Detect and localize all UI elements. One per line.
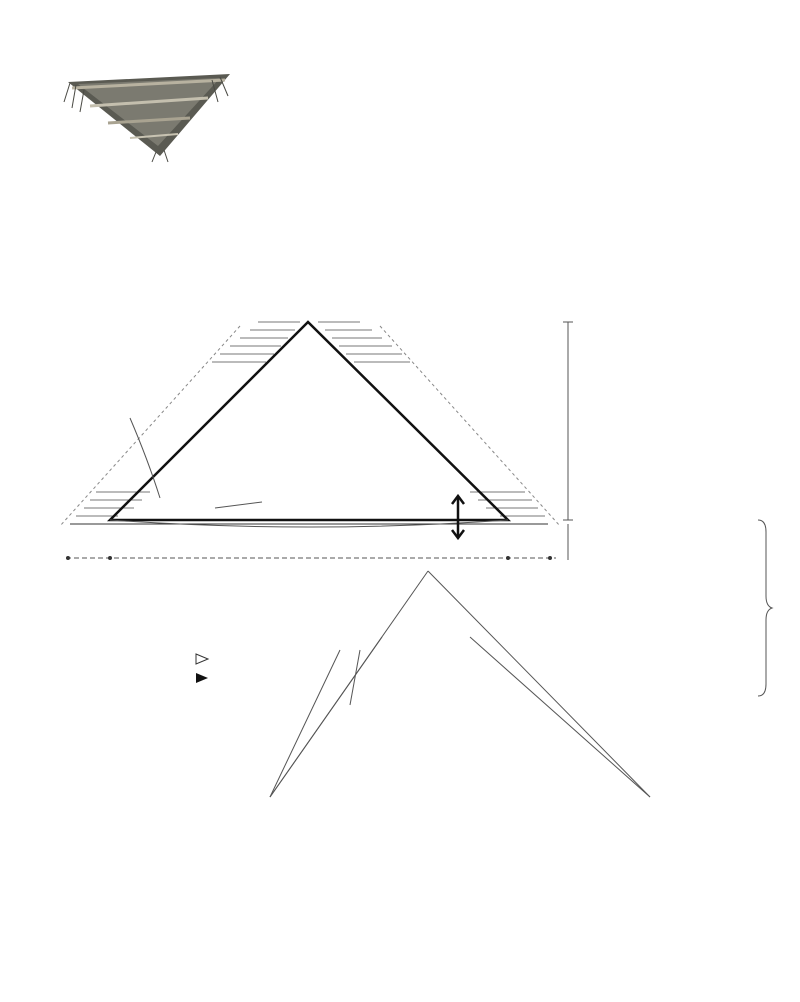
cut-yarn-icon <box>196 673 208 683</box>
attach-yarn-icon <box>196 654 208 664</box>
stitch-chart <box>150 565 790 970</box>
stole-triangle <box>110 322 508 520</box>
stole-schematic <box>0 290 800 580</box>
stole-photo <box>60 68 235 163</box>
edge-arrow <box>452 496 464 538</box>
